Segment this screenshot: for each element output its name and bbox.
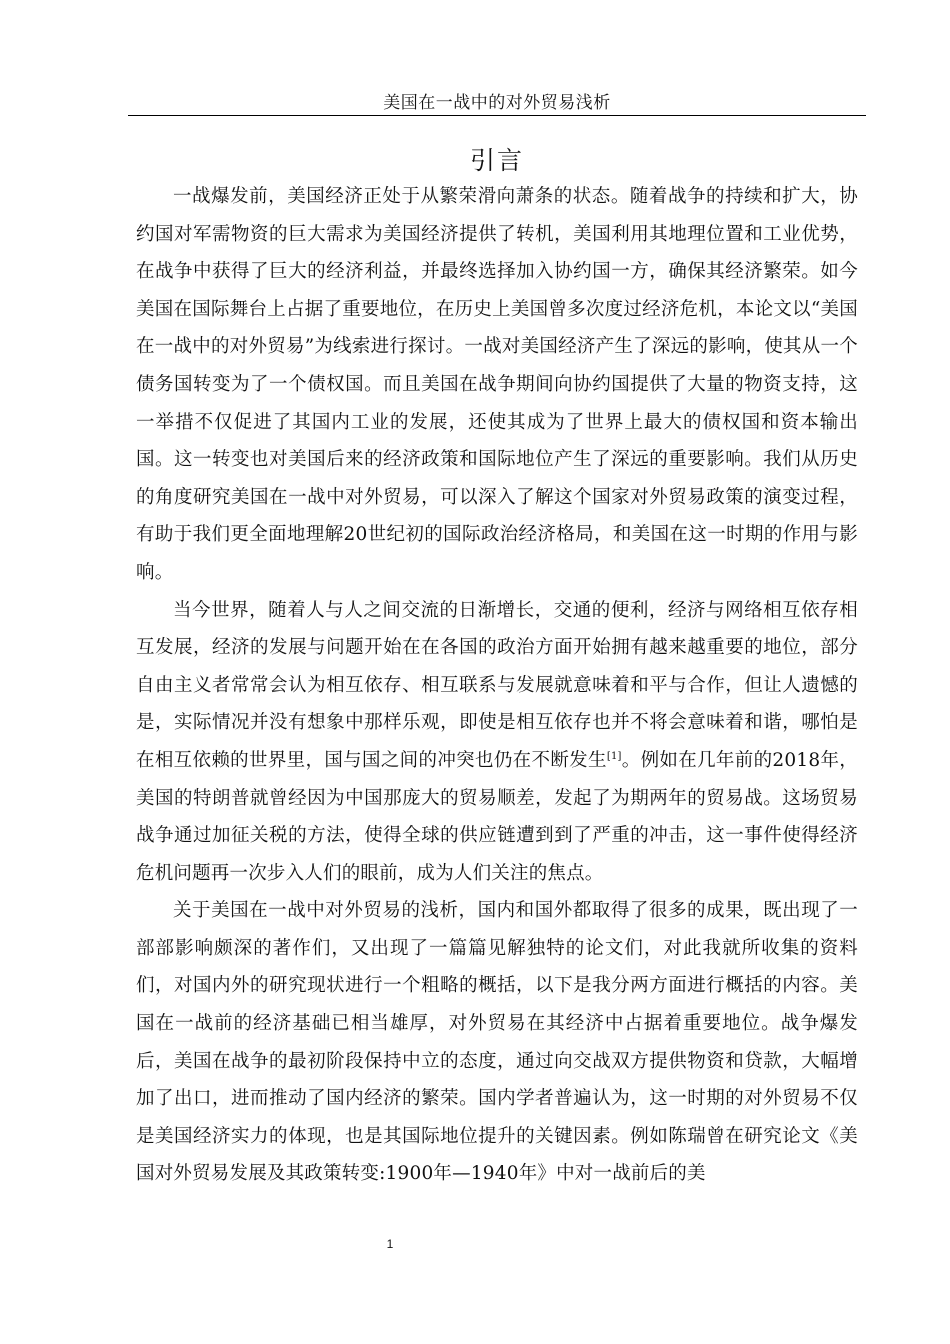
- paragraph-3: 关于美国在一战中对外贸易的浅析，国内和国外都取得了很多的成果，既出现了一部部影响颇深的著作们，又出现了一篇篇见解独特的论文们，对此我就所收集的资料们，对国内外的研究现状进行一个粗略的概括，以下是我分两方面进行概括的内容。美国在一战前的经济基础已相当雄厚，对外贸易在其经济中占据着重要地位。战争爆发后，美国在战争的最初阶段保持中立的态度，通过向交战双方提供物资和贷款，大幅增加了出口，进而推动了国内经济的繁荣。国内学者普遍认为，这一时期的对外贸易不仅是美国经济实力的体现，也是其国际地位提升的关键因素。例如陈瑞曾在研究论文《美国对外贸易发展及其政策转变:1900年—1940年》中对一战前后的美: [136, 900, 858, 1185]
- header-rule: [128, 115, 866, 116]
- page-number: 1: [386, 1237, 394, 1251]
- body-text: [136, 178, 858, 1193]
- citation-marker[interactable]: [1]: [606, 750, 622, 762]
- paragraph-2-text-before-citation: 当今世界，随着人与人之间交流的日渐增长，交通的便利，经济与网络相互依存相互发展，经济的发展与问题开始在在各国的政治方面开始拥有越来越重要的地位，部分自由主义者常常会认为相互依存、相互联系与发展就意味着和平与合作，但让人遗憾的是，实际情况并没有想象中那样乐观，即使是相互依存也并不将会意味着和谐，哪怕是在相互依赖的世界里，国与国之间的冲突也仍在不断发生: [136, 599, 858, 771]
- paragraph-2: [136, 592, 858, 893]
- paragraph-1: 一战爆发前，美国经济正处于从繁荣滑向萧条的状态。随着战争的持续和扩大，协约国对军需物资的巨大需求为美国经济提供了转机，美国利用其地理位置和工业优势，在战争中获得了巨大的经济利益，并最终选择加入协约国一方，确保其经济繁荣。如今美国在国际舞台上占据了重要地位，在历史上美国曾多次度过经济危机，本论文以“美国在一战中的对外贸易”为线索进行探讨。一战对美国经济产生了深远的影响，使其从一个债务国转变为了一个债权国。而且美国在战争期间向协约国提供了大量的物资支持，这一举措不仅促进了其国内工业的发展，还使其成为了世界上最大的债权国和资本输出国。这一转变也对美国后来的经济政策和国际地位产生了深远的重要影响。我们从历史的角度研究美国在一战中对外贸易，可以深入了解这个国家对外贸易政策的演变过程，有助于我们更全面地理解20世纪初的国际政治经济格局，和美国在这一时期的作用与影响。: [136, 186, 858, 583]
- section-title: 引言: [469, 146, 524, 175]
- running-header: 美国在一战中的对外贸易浅析: [383, 93, 611, 113]
- paragraph-2-text-after-citation: 。例如在几年前的2018年，美国的特朗普就曾经因为中国那庞大的贸易顺差，发起了为期两年的贸易战。这场贸易战争通过加征关税的方法，使得全球的供应链遭到到了严重的冲击，这一事件使得经济危机问题再一次步入人们的眼前，成为人们关注的焦点。: [136, 749, 858, 884]
